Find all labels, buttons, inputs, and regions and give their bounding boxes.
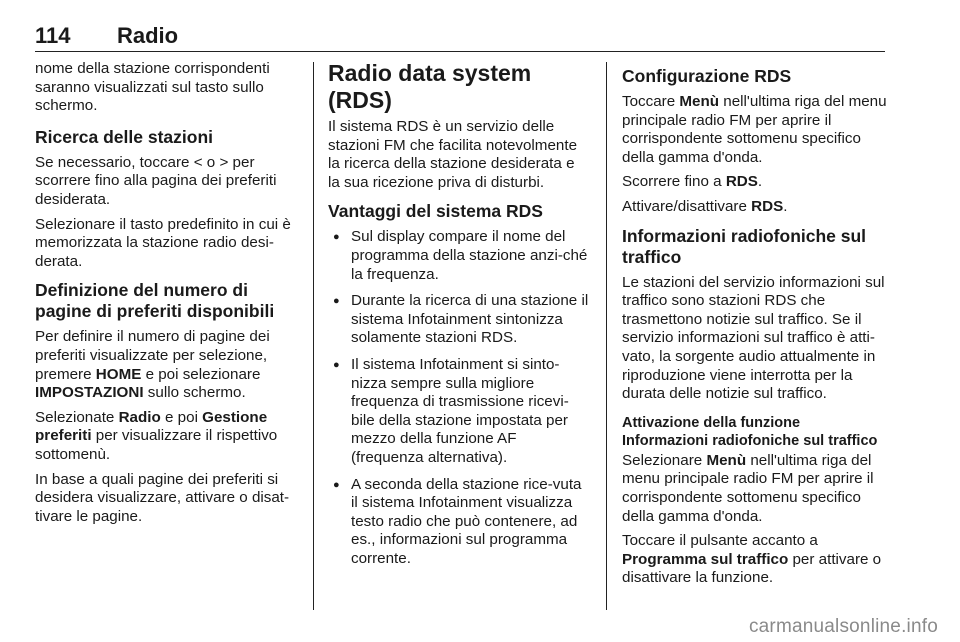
heading-definizione-pagine: Definizione del numero di pagine di preferiti disponibili [35,280,275,322]
paragraph-attivazione-1: Selezionare Menù nell'ultima riga del menu principale radio FM per aprire il corrispondente sottomenu specifico della gamma d'onda. [622,451,874,525]
paragraph-ricerca-2: Selezionare il tasto predefinito in cui è memorizzata la stazione radio desi-derata. [35,215,291,270]
keyword-menu: Menù [679,93,720,110]
keyword-menu: Menù [706,451,747,469]
paragraph-config-2: Scorrere fino a RDS. [622,173,763,191]
list-item: ● Sul display compare il nome del programma della stazione anzi-ché la frequenza. [328,228,590,284]
heading-informazioni-traffico: Informazioni radiofoniche sul traffico [622,225,867,267]
column-divider-2 [606,62,607,610]
vantaggi-list [328,228,590,568]
watermark: carmanualsonline.info [748,616,938,637]
page-header [35,22,885,52]
keyword-programma-traffico: Programma sul traffico [622,550,789,568]
column-2 [328,60,590,576]
paragraph-attivazione-2: Toccare il pulsante accanto a Programma sul traffico per attivare o disattivare la funzione. [622,532,882,587]
heading-ricerca-stazioni: Ricerca delle stazioni [35,126,213,147]
header-rule [35,51,885,52]
heading-rds: Radio data system (RDS) [328,60,532,113]
paragraph-informazioni-traffico: Le stazioni del servizio informazioni sul traffico sono stazioni RDS che trasmettono notizie sul traffico. Se il servizio informazioni sul traffico è atti-vato, la sorgente audio attualmente in riproduzione viene interrotta per la durata delle notizie sul traffico. [622,273,885,403]
keyword-gestione-preferiti: Gestione preferiti [35,408,268,445]
heading-attivazione-funzione: Attivazione della funzione Informazioni radiofoniche sul traffico [622,414,878,449]
paragraph-definizione-3: In base a quali pagine dei preferiti si desidera visualizzare, attivare o disat-tivare le pagine. [35,470,290,525]
intro-paragraph: nome della stazione corrispondenti saranno visualizzati sul tasto sullo schermo. [35,60,270,115]
keyword-home: HOME [95,365,142,383]
page-number: 114 [35,23,71,48]
heading-configurazione-rds: Configurazione RDS [622,66,792,86]
paragraph-definizione-1: Per definire il numero di pagine dei preferiti visualizzate per selezione, premere HOME e poi selezionare IMPOSTAZIONI sullo schermo. [35,328,270,402]
paragraph-definizione-2: Selezionate Radio e poi Gestione preferiti per visualizzare il rispettivo sottomenù. [35,408,278,463]
keyword-impostazioni: IMPOSTAZIONI [35,384,144,402]
paragraph-config-3: Attivare/disattivare RDS. [622,197,788,215]
paragraph-config-1: Toccare Menù nell'ultima riga del menu principale radio FM per aprire il corrispondente sottomenu specifico della gamma d'onda. [622,93,887,166]
heading-vantaggi-rds: Vantaggi del sistema RDS [328,201,543,222]
paragraph-rds: Il sistema RDS è un servizio delle stazioni FM che facilita notevolmente la ricerca della stazione desiderata e la sua ricezione priva di disturbi. [328,118,578,191]
keyword-rds: RDS [725,173,758,191]
keyword-radio: Radio [118,408,161,426]
keyword-rds: RDS [751,197,784,215]
column-divider-1 [313,62,314,610]
column-3 [622,60,890,594]
list-item: ● A seconda della stazione rice-vuta il sistema Infotainment visualizza testo radio che può contenere, ad es., informazioni sul programma corrente. [328,476,590,569]
section-title: Radio [117,23,179,48]
paragraph-ricerca-1: Se necessario, toccare < o > per scorrere fino alla pagina dei preferiti desiderata. [35,153,277,208]
list-item: ● Il sistema Infotainment si sinto-nizza sempre sulla migliore frequenza di trasmissione ricevi-bile della stazione impostata per mezzo della funzione AF (frequenza alternativa). [328,356,590,468]
list-item: ● Durante la ricerca di una stazione il sistema Infotainment sintonizza solamente stazioni RDS. [328,292,590,348]
column-1 [35,60,303,532]
